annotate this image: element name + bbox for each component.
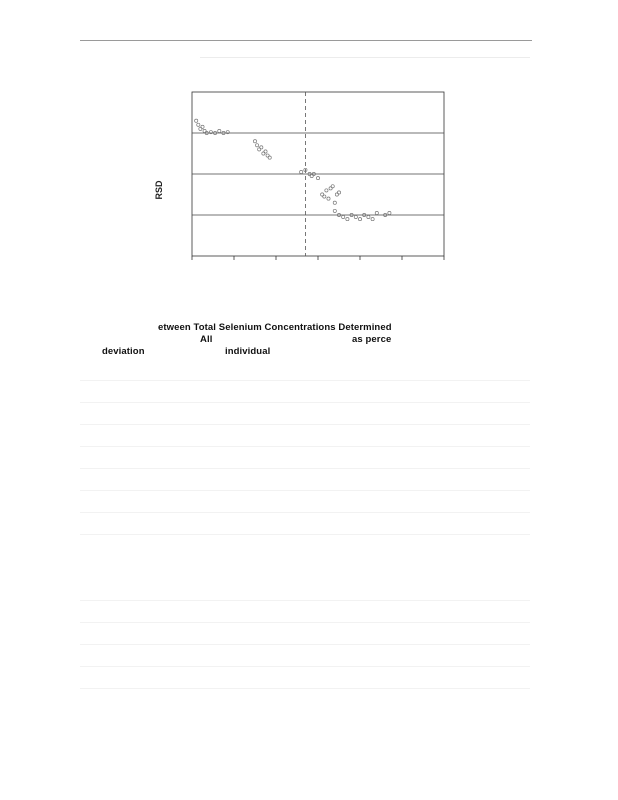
data-point [218, 129, 221, 132]
faded-text-line [80, 402, 530, 403]
data-point [253, 140, 256, 143]
data-point [358, 218, 361, 221]
figure-caption-line-1: etween Total Selenium Concentrations Determined [158, 322, 392, 333]
figure-caption-line-3-mid: individual [225, 346, 271, 357]
rsd-scatter-chart [150, 80, 460, 300]
data-point [375, 211, 378, 214]
faded-text-line [80, 666, 530, 667]
data-point [367, 215, 370, 218]
faded-text-line [80, 688, 530, 689]
data-point [354, 215, 357, 218]
faded-text-line [80, 490, 530, 491]
data-point [264, 150, 267, 153]
faded-text-line [80, 644, 530, 645]
chart-gridlines [192, 133, 444, 215]
data-point [371, 218, 374, 221]
data-point [331, 185, 334, 188]
data-point [333, 209, 336, 212]
data-point [346, 218, 349, 221]
data-point [197, 123, 200, 126]
data-point [323, 195, 326, 198]
data-point [300, 170, 303, 173]
data-point [342, 215, 345, 218]
faded-text-line [80, 600, 530, 601]
data-point [327, 197, 330, 200]
faded-text-line [80, 512, 530, 513]
data-point [316, 177, 319, 180]
data-point [201, 125, 204, 128]
data-point [325, 189, 328, 192]
data-point [260, 146, 263, 149]
chart-points [195, 119, 391, 221]
figure-caption-line-3-left: deviation [102, 346, 145, 357]
faded-text-line [80, 380, 530, 381]
faded-text-line [80, 468, 530, 469]
figure-caption-line-2-right: as perce [352, 334, 392, 345]
page-subheader-rule [200, 57, 530, 58]
data-point [388, 211, 391, 214]
figure-caption-line-2-left: All [200, 334, 213, 345]
faded-text-line [80, 622, 530, 623]
page-header-rule [80, 40, 532, 41]
data-point [195, 119, 198, 122]
y-axis-label: RSD [154, 180, 164, 200]
faded-text-line [80, 534, 530, 535]
data-point [337, 191, 340, 194]
data-point [333, 201, 336, 204]
faded-text-line [80, 424, 530, 425]
data-point [268, 156, 271, 159]
faded-text-line [80, 446, 530, 447]
chart-x-ticks [192, 256, 444, 260]
data-point [256, 144, 259, 147]
